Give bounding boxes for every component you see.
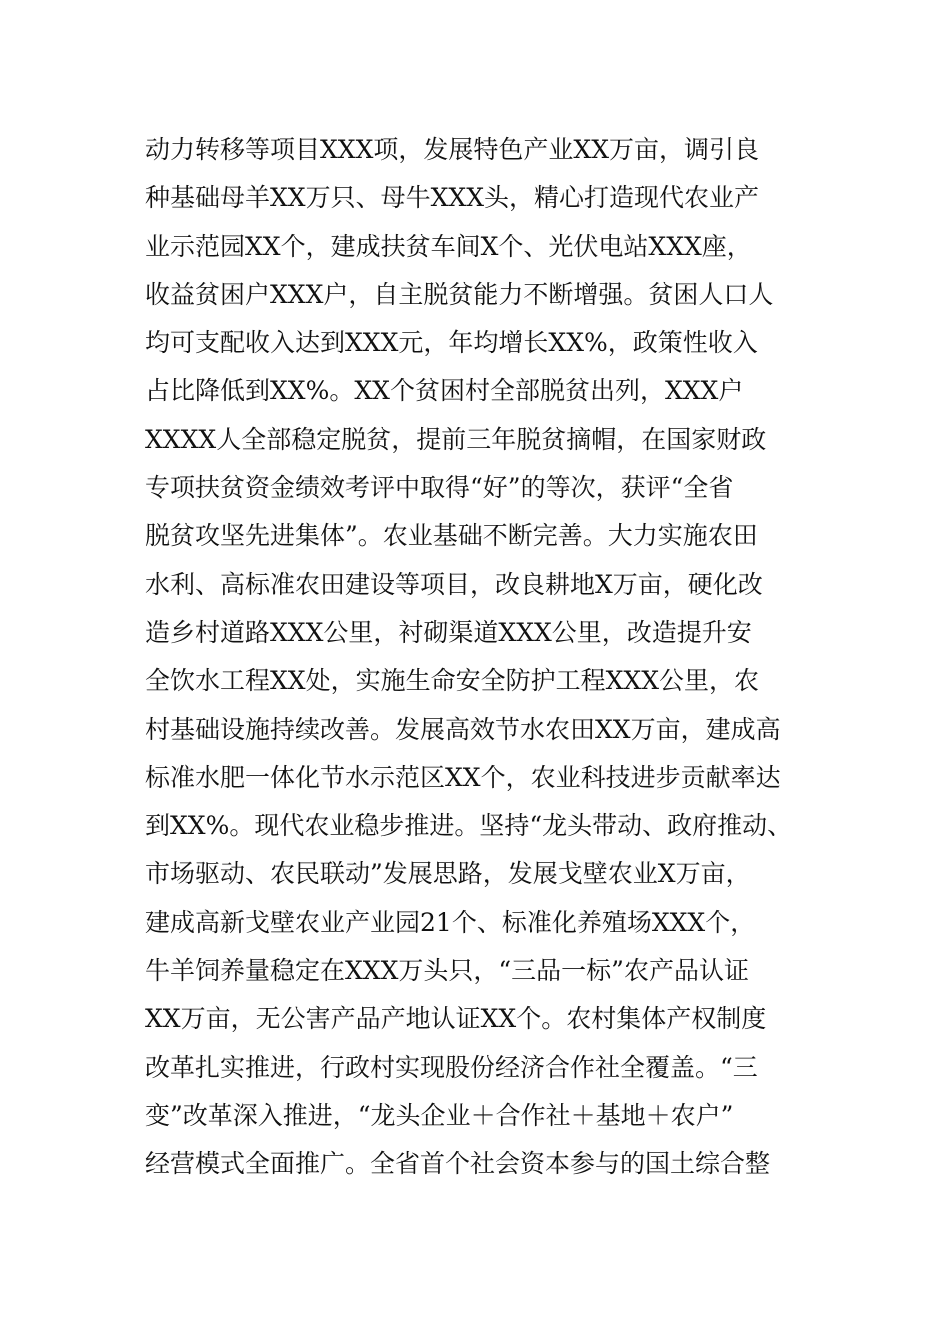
text-line: 到XX%。现代农业稳步推进。坚持“龙头带动、政府推动、 — [145, 811, 793, 841]
body-paragraph — [145, 126, 825, 1189]
text-line: 变”改革深入推进，“龙头企业＋合作社＋基地＋农户” — [145, 1100, 734, 1130]
text-line: 牛羊饲养量稳定在XXX万头只，“三品一标”农产品认证 — [145, 956, 749, 986]
text-line: 种基础母羊XX万只、母牛XXX头，精心打造现代农业产 — [145, 183, 759, 213]
text-line: 动力转移等项目XXX项，发展特色产业XX万亩，调引良 — [145, 135, 759, 164]
text-line: 水利、高标准农田建设等项目，改良耕地X万亩，硬化改 — [145, 569, 763, 599]
text-line: 专项扶贫资金绩效考评中取得“好”的等次，获评“全省 — [145, 473, 734, 503]
text-line: XX万亩，无公害产品产地认证XX个。农村集体产权制度 — [145, 1004, 767, 1034]
text-line: 建成高新戈壁农业产业园21个、标准化养殖场XXX个， — [145, 907, 756, 937]
text-line: 造乡村道路XXX公里，衬砌渠道XXX公里，改造提升安 — [145, 617, 752, 647]
text-line: 脱贫攻坚先进集体”。农业基础不断完善。大力实施农田 — [145, 521, 758, 551]
text-line: 标准水肥一体化节水示范区XX个，农业科技进步贡献率达 — [145, 762, 781, 792]
text-line: 村基础设施持续改善。发展高效节水农田XX万亩，建成高 — [145, 714, 781, 744]
text-line: 均可支配收入达到XXX元，年均增长XX%，政策性收入 — [145, 328, 758, 358]
text-line: XXXX人全部稳定脱贫，提前三年脱贫摘帽，在国家财政 — [145, 424, 767, 454]
text-line: 经营模式全面推广。全省首个社会资本参与的国土综合整 — [145, 1149, 771, 1179]
text-line: 全饮水工程XX处，实施生命安全防护工程XXX公里，农 — [145, 666, 759, 696]
text-line: 收益贫困户XXX户，自主脱贫能力不断增强。贫困人口人 — [145, 279, 774, 309]
text-line: 改革扎实推进，行政村实现股份经济合作社全覆盖。“三 — [145, 1052, 758, 1082]
text-line: 业示范园XX个，建成扶贫车间X个、光伏电站XXX座， — [145, 231, 752, 261]
text-line: 市场驱动、农民联动”发展思路，发展戈壁农业X万亩， — [145, 859, 751, 889]
text-line: 占比降低到XX%。XX个贫困村全部脱贫出列，XXX户 — [145, 376, 744, 406]
